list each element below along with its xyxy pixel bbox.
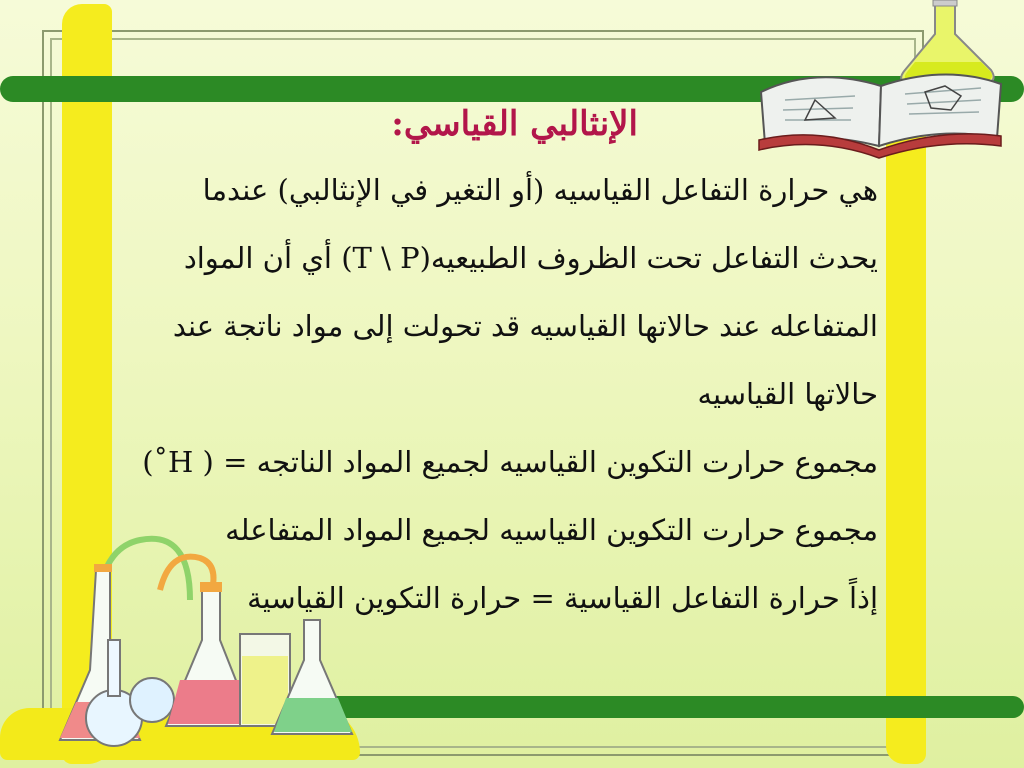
body-line-5: مجموع حرارت التكوين القياسيه لجميع المواد الناتجه = ( H˚) xyxy=(142,445,878,479)
body-line-6: مجموع حرارت التكوين القياسيه لجميع المواد المتفاعله xyxy=(225,513,878,547)
slide-title: الإنثالبي القياسي: xyxy=(391,104,638,144)
body-line-7: إذاً حرارة التفاعل القياسية = حرارة التكوين القياسية xyxy=(247,581,878,615)
body-line-2: يحدث التفاعل تحت الظروف الطبيعيه(T \ P) أي أن المواد xyxy=(183,241,878,275)
slide-body xyxy=(130,156,878,632)
slide-content xyxy=(130,96,878,656)
body-line-4: حالاتها القياسيه xyxy=(697,377,878,411)
right-yellow-strip xyxy=(886,100,926,764)
body-line-3: المتفاعله عند حالاتها القياسيه قد تحولت إلى مواد ناتجة عند xyxy=(172,309,878,343)
bottom-green-band xyxy=(300,696,1024,718)
body-line-1: هي حرارة التفاعل القياسيه (أو التغير في الإنثالبي) عندما xyxy=(202,173,878,207)
